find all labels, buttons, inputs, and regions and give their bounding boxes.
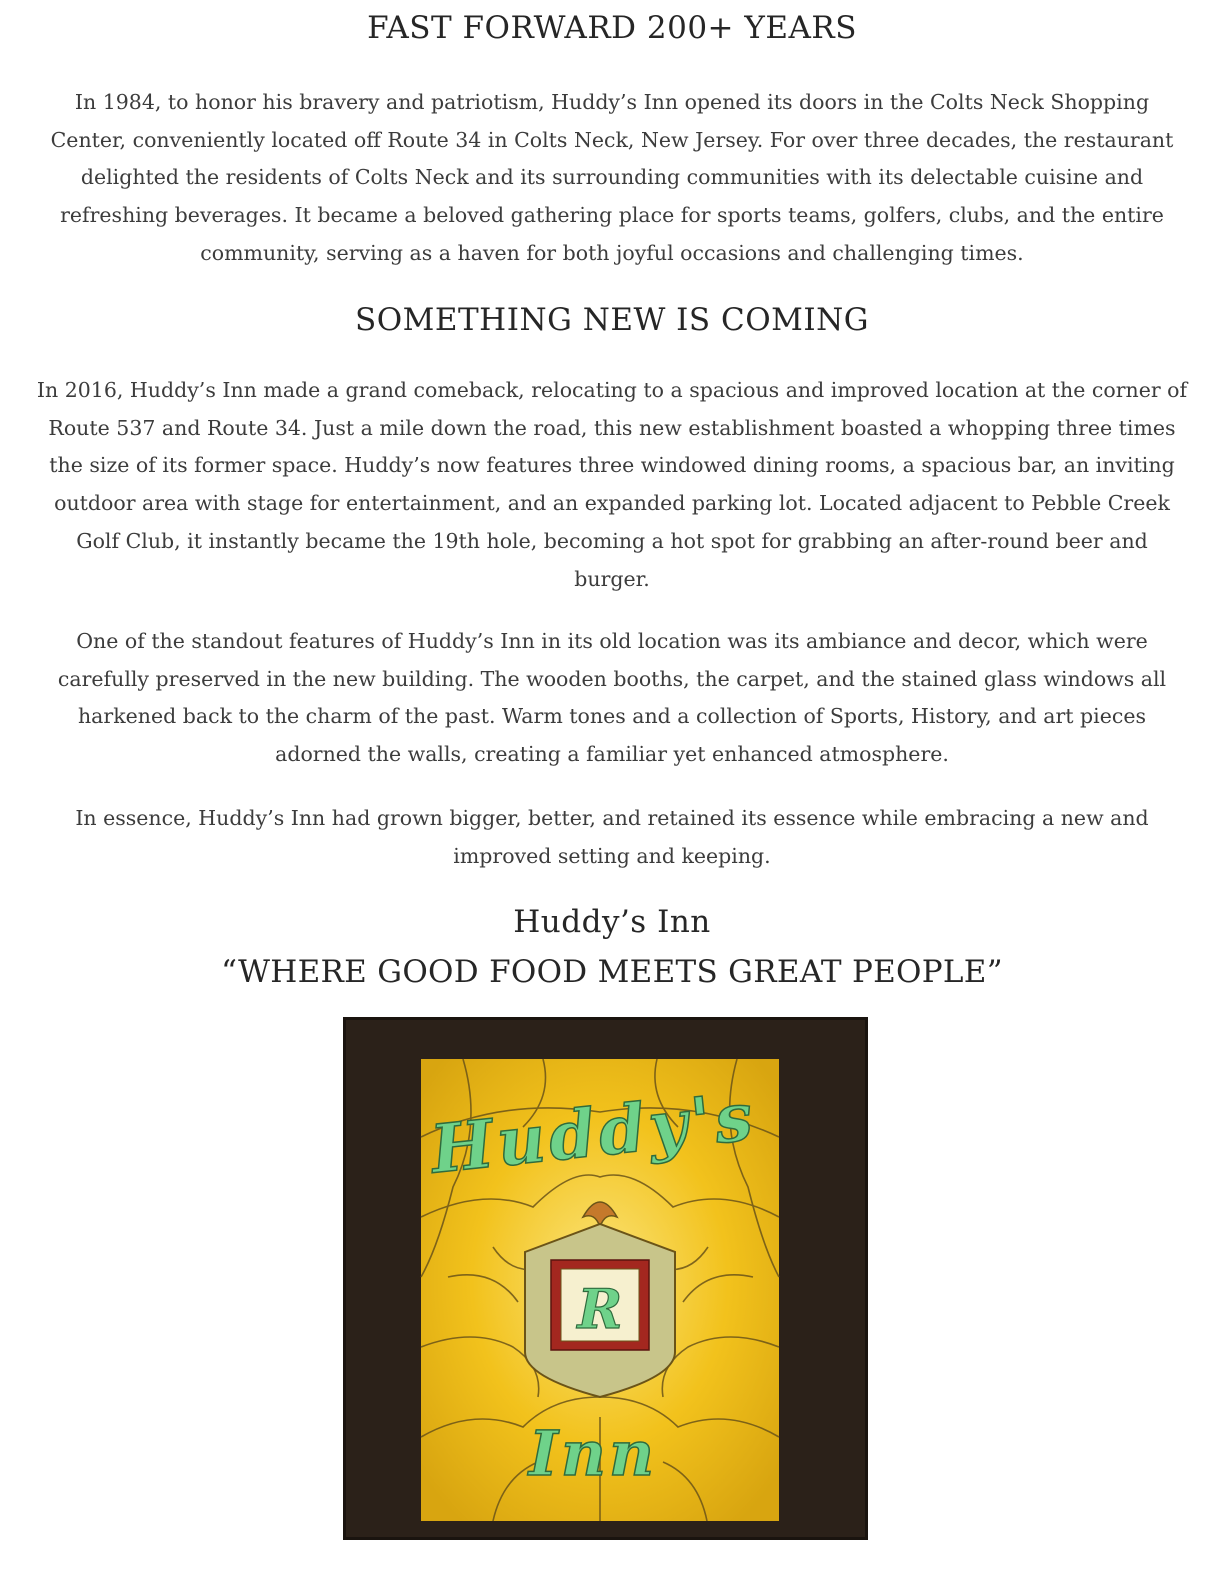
bottom-lettering: Inn <box>528 1417 658 1490</box>
paragraph-relocation: In 2016, Huddy’s Inn made a grand comeback, relocating to a spacious and improved location at the corner of Route 537 and Route 34. Just a mile down the road, this new establishment boasted a whopping three times the size of its former space. Huddy’s now features three windowed dining rooms, a spacious bar, an inviting outdoor area with stage for entertainment, and an expanded parking lot. Located adjacent to Pebble Creek Golf Club, it instantly became the 19th hole, becoming a hot spot for grabbing an after-round beer and burger. <box>36 378 1188 591</box>
svg-text:Huddy's: Huddy's <box>427 1076 760 1189</box>
monogram-letter: R <box>577 1277 623 1341</box>
paragraph-history: In 1984, to honor his bravery and patriotism, Huddy’s Inn opened its doors in the Colts Neck Shopping Center, conveniently located off Route 34 in Colts Neck, New Jersey. For over three decades, the restaurant delighted the residents of Colts Neck and its surrounding communities with its delectable cuisine and refreshing beverages. It became a beloved gathering place for sports teams, golfers, clubs, and the entire community, serving as a haven for both joyful occasions and challenging times. <box>50 90 1174 265</box>
heading-fast-forward: FAST FORWARD 200+ YEARS <box>367 10 857 46</box>
heading-something-new: SOMETHING NEW IS COMING <box>354 302 870 338</box>
restaurant-name: Huddy’s Inn <box>513 904 711 940</box>
restaurant-slogan: “WHERE GOOD FOOD MEETS GREAT PEOPLE” <box>221 954 1003 990</box>
paragraph-ambiance: One of the standout features of Huddy’s Inn in its old location was its ambiance and decor, which were carefully preserved in the new building. The wooden booths, the carpet, and the stained glass windows all harkened back to the charm of the past. Warm tones and a collection of Sports, History, and art pieces adorned the walls, creating a familiar yet enhanced atmosphere. <box>57 629 1167 767</box>
stained-glass-window-photo <box>343 1017 868 1540</box>
paragraph-essence: In essence, Huddy’s Inn had grown bigger, better, and retained its essence while embracing a new and improved setting and keeping. <box>75 806 1149 868</box>
